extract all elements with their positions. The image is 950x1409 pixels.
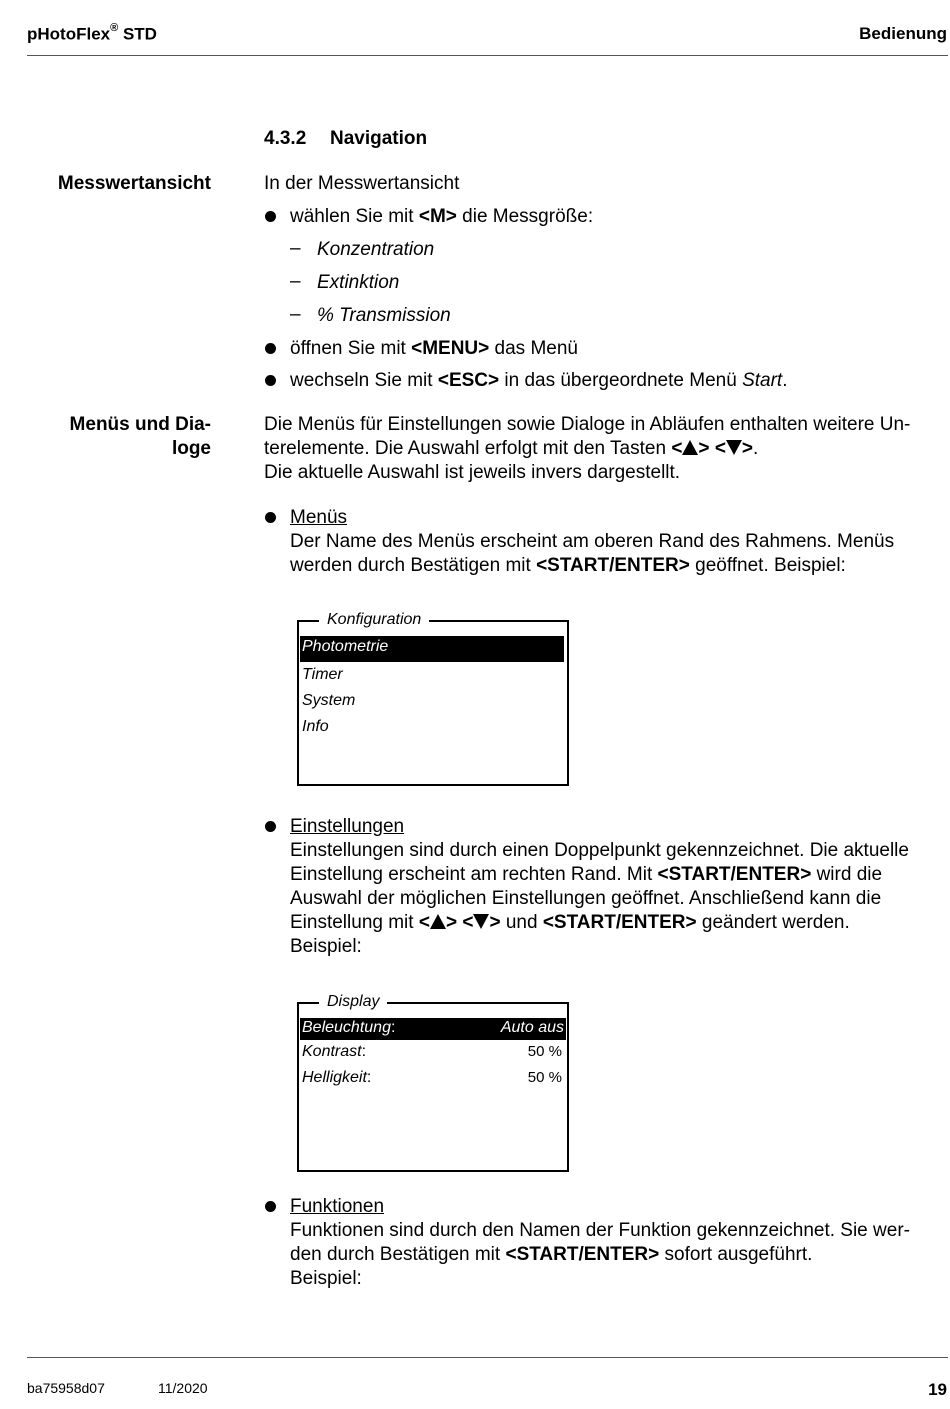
measure-bullet-menu [290, 337, 578, 361]
settings-block [290, 815, 948, 959]
text: werden durch Bestätigen mit [290, 555, 537, 576]
key-m: <M> [418, 206, 457, 227]
paragraph-line: Der Name des Menüs erscheint am oberen Rand des Rahmens. Menüs [290, 531, 895, 552]
setting-colon: : [361, 1043, 367, 1060]
text: öffnen Sie mit [290, 338, 412, 359]
measure-bullet-select [290, 205, 593, 229]
option-transmission: % Transmission [317, 305, 451, 326]
lcd-display-settings [297, 993, 569, 1172]
dash-mark: – [290, 271, 301, 292]
footer-doc-id: ba75958d07 [27, 1380, 105, 1396]
lcd-menu-item-info[interactable]: Info [302, 718, 329, 735]
lcd-setting-row-helligkeit[interactable] [300, 1067, 566, 1091]
label-line: Menüs und Dia- [69, 414, 211, 435]
bullet-icon [265, 1201, 276, 1212]
key-bracket: < [671, 438, 683, 459]
lcd-menu-item-timer[interactable]: Timer [302, 666, 343, 683]
dash-mark: – [290, 238, 301, 259]
functions-heading: Funktionen [290, 1196, 385, 1217]
header-rule [27, 55, 948, 56]
text: sofort ausgeführt. [659, 1244, 813, 1265]
paragraph-line [290, 911, 948, 935]
bullet-icon [265, 512, 276, 523]
key-bracket: > [489, 912, 501, 933]
lcd-title: Konfiguration [319, 610, 429, 630]
label-line: loge [171, 438, 211, 459]
paragraph-line: Die aktuelle Auswahl ist jeweils invers dargestellt. [264, 462, 681, 483]
text: den durch Bestätigen mit [290, 1244, 506, 1265]
lcd-menu-item-system[interactable]: System [302, 692, 356, 709]
text: Einstellung erscheint am rechten Rand. Mit [290, 864, 658, 885]
side-label-measure-view: Messwertansicht [57, 173, 211, 194]
menu-start: Start [742, 370, 783, 391]
section-number: 4.3.2 [264, 128, 307, 149]
text: wird die [811, 864, 883, 885]
paragraph-line: Auswahl der möglichen Einstellungen geöffnet. Anschließend kann die [290, 888, 882, 909]
text: wechseln Sie mit [290, 370, 438, 391]
lcd-setting-row-kontrast[interactable] [300, 1041, 566, 1065]
lcd-configuration-menu [297, 611, 569, 786]
paragraph-line: Einstellungen sind durch einen Doppelpunkt gekennzeichnet. Die aktuelle [290, 840, 909, 861]
setting-value: 50 % [527, 1043, 562, 1060]
menus-dialogs-paragraph [264, 413, 948, 485]
text: . [753, 438, 759, 459]
key-esc: <ESC> [437, 370, 500, 391]
text: terelemente. Die Auswahl erfolgt mit den Tasten [264, 438, 672, 459]
text: geöffnet. Beispiel: [689, 555, 846, 576]
key-bracket: < [462, 912, 474, 933]
text: und [500, 912, 543, 933]
menus-block [290, 506, 948, 578]
paragraph-line: Funktionen sind durch den Namen der Funktion gekennzeichnet. Sie wer- [290, 1220, 910, 1241]
setting-label: Kontrast [302, 1043, 362, 1060]
paragraph-line [264, 437, 948, 461]
paragraph-line [290, 1243, 948, 1267]
text: das Menü [489, 338, 578, 359]
text: geändert werden. [696, 912, 850, 933]
lcd-menu-item-photometrie[interactable]: Photometrie [300, 636, 564, 662]
key-start-enter: <START/ENTER> [536, 555, 690, 576]
arrow-up-icon [430, 914, 446, 929]
bullet-icon [265, 375, 276, 386]
arrow-down-icon [473, 914, 489, 929]
footer-rule [27, 1357, 948, 1358]
bullet-icon [265, 211, 276, 222]
key-bracket: > [698, 438, 710, 459]
text: . [782, 370, 788, 391]
key-bracket: < [714, 438, 726, 459]
paragraph-line: Die Menüs für Einstellungen sowie Dialoge in Abläufen enthalten weitere Un- [264, 414, 911, 435]
text: die Messgröße: [456, 206, 594, 227]
text: Einstellung mit [290, 912, 419, 933]
paragraph-line: Beispiel: [290, 936, 362, 957]
side-label-menus-dialogs [70, 413, 211, 461]
arrow-down-icon [726, 440, 742, 455]
lcd-title: Display [319, 992, 387, 1012]
setting-value: 50 % [527, 1069, 562, 1086]
measure-intro: In der Messwertansicht [264, 173, 460, 194]
key-start-enter: <START/ENTER> [657, 864, 812, 885]
page-number: 19 [928, 1380, 947, 1399]
section-title [264, 128, 427, 150]
dash-mark: – [290, 304, 301, 325]
functions-block [290, 1195, 948, 1291]
key-bracket: > [741, 438, 754, 459]
setting-label: Beleuchtung [302, 1019, 391, 1036]
header-section: Bedienung [859, 24, 947, 43]
setting-label: Helligkeit [302, 1069, 367, 1086]
key-start-enter: <START/ENTER> [505, 1244, 660, 1265]
text: wählen Sie mit [290, 206, 419, 227]
footer-date: 11/2020 [158, 1380, 208, 1396]
key-start-enter: <START/ENTER> [542, 912, 697, 933]
setting-value: Auto aus [500, 1019, 564, 1036]
product-name: pHotoFlex [27, 24, 111, 44]
option-concentration: Konzentration [317, 239, 435, 260]
registered-mark: ® [110, 22, 119, 34]
settings-heading: Einstellungen [290, 816, 405, 837]
key-bracket: < [418, 912, 430, 933]
lcd-setting-row-beleuchtung[interactable] [300, 1018, 566, 1040]
key-bracket: > [445, 912, 458, 933]
key-menu: <MENU> [411, 338, 490, 359]
text: in das übergeordnete Menü [499, 370, 743, 391]
product-model: STD [118, 24, 157, 44]
setting-colon: : [366, 1069, 372, 1086]
arrow-up-icon [682, 440, 698, 455]
header-product [27, 24, 157, 45]
bullet-icon [265, 821, 276, 832]
menus-heading: Menüs [290, 507, 348, 528]
setting-colon: : [390, 1019, 396, 1036]
option-extinction: Extinktion [317, 272, 400, 293]
paragraph-line: Beispiel: [290, 1268, 362, 1289]
paragraph-line [290, 554, 948, 578]
bullet-icon [265, 343, 276, 354]
section-heading: Navigation [330, 128, 428, 149]
paragraph-line [290, 863, 948, 887]
measure-bullet-esc [290, 369, 787, 393]
